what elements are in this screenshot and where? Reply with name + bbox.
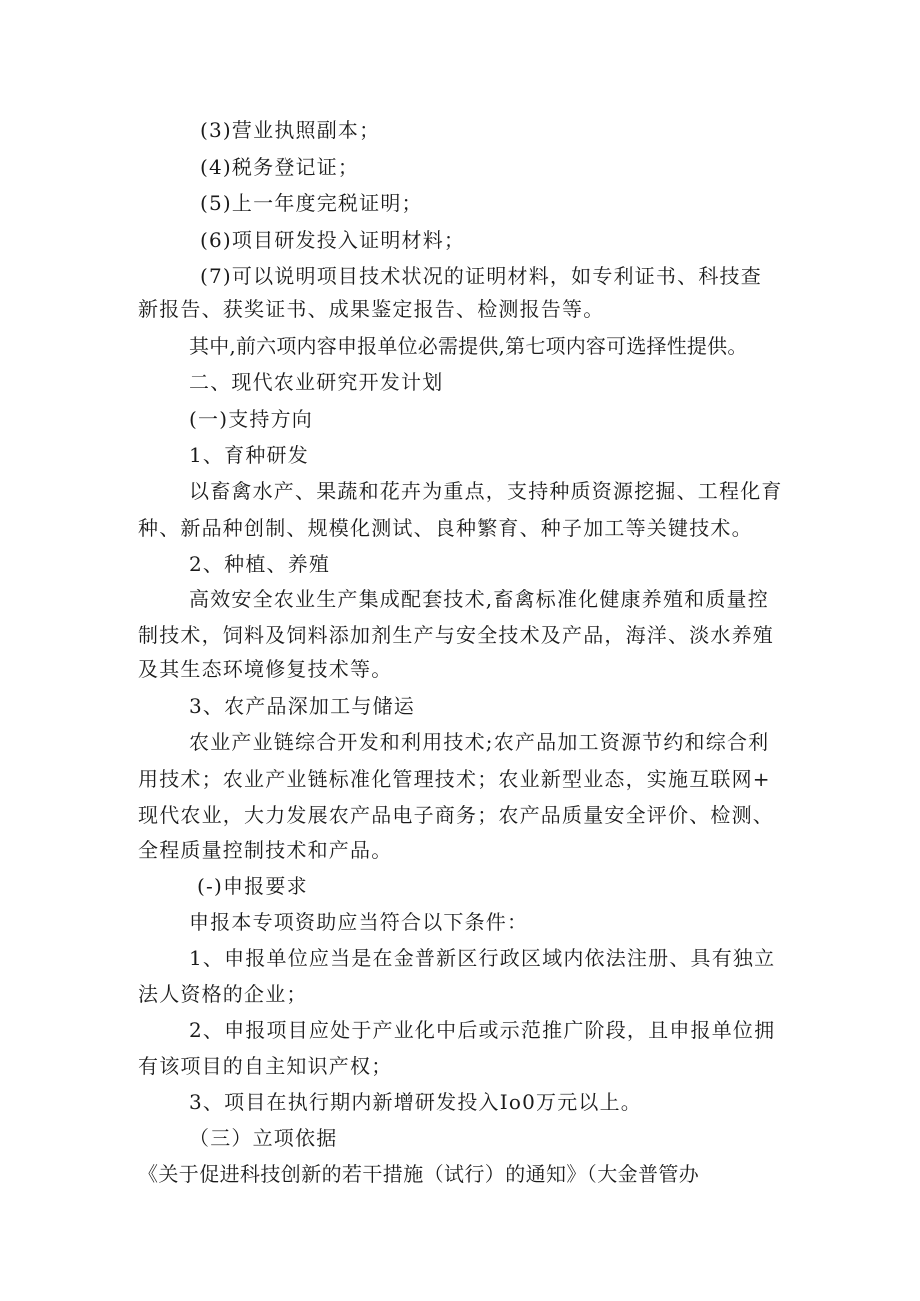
paragraph-line: 有该项目的自主知识产权； xyxy=(138,1054,393,1078)
list-item-tax-registration: (4)税务登记证； xyxy=(200,155,360,179)
paragraph-line: 制技术，饲料及饲料添加剂生产与安全技术及产品，海洋、淡水养殖 xyxy=(138,623,774,647)
paragraph-line: 其中,前六项内容申报单位必需提供,第七项内容可选择性提供。 xyxy=(189,334,748,358)
list-item-rd-investment: (6)项目研发投入证明材料； xyxy=(200,228,466,252)
paragraph-line: 《关于促进科技创新的若干措施（试行）的通知》（大金普管办 xyxy=(138,1162,700,1186)
list-item-business-license: (3)营业执照副本； xyxy=(200,118,381,142)
paragraph-line: 及其生态环境修复技术等。 xyxy=(138,657,393,681)
subsection-heading: (-)申报要求 xyxy=(197,874,308,898)
item-heading: 3、农产品深加工与储运 xyxy=(189,694,415,718)
paragraph-line: 现代农业，大力发展农产品电子商务；农产品质量安全评价、检测、 xyxy=(138,803,774,827)
paragraph-line: 法人资格的企业； xyxy=(138,982,308,1006)
item-heading: 2、种植、养殖 xyxy=(189,552,331,576)
subsection-heading: (一)支持方向 xyxy=(189,407,314,431)
paragraph-line: 种、新品种创制、规模化测试、良种繁育、种子加工等关键技术。 xyxy=(138,516,753,540)
paragraph-line: 1、申报单位应当是在金普新区行政区域内依法注册、具有独立 xyxy=(189,946,776,970)
item-heading: 1、育种研发 xyxy=(189,443,309,467)
paragraph-line: 高效安全农业生产集成配套技术,畜禽标准化健康养殖和质量控 xyxy=(189,587,769,611)
paragraph-line: 申报本专项资助应当符合以下条件： xyxy=(189,910,529,934)
paragraph-line: 新报告、获奖证书、成果鉴定报告、检测报告等。 xyxy=(138,297,605,321)
paragraph-line: 用技术；农业产业链标准化管理技术；农业新型业态，实施互联网+ xyxy=(138,767,771,791)
subsection-heading: （三）立项依据 xyxy=(189,1126,338,1150)
paragraph-line: 全程质量控制技术和产品。 xyxy=(138,838,393,862)
list-item-tax-certificate: (5)上一年度完税证明； xyxy=(200,191,423,215)
paragraph-line: 3、项目在执行期内新增研发投入Io0万元以上。 xyxy=(189,1090,642,1114)
paragraph-line: 以畜禽水产、果蔬和花卉为重点，支持种质资源挖掘、工程化育 xyxy=(189,479,783,503)
paragraph-line: 农业产业链综合开发和利用技术;农产品加工资源节约和综合利 xyxy=(189,730,770,754)
section-heading: 二、现代农业研究开发计划 xyxy=(189,370,444,394)
paragraph-line: 2、申报项目应处于产业化中后或示范推广阶段，且申报单位拥 xyxy=(189,1018,776,1042)
list-item-tech-proof: (7)可以说明项目技术状况的证明材料，如专利证书、科技查 xyxy=(200,264,762,288)
